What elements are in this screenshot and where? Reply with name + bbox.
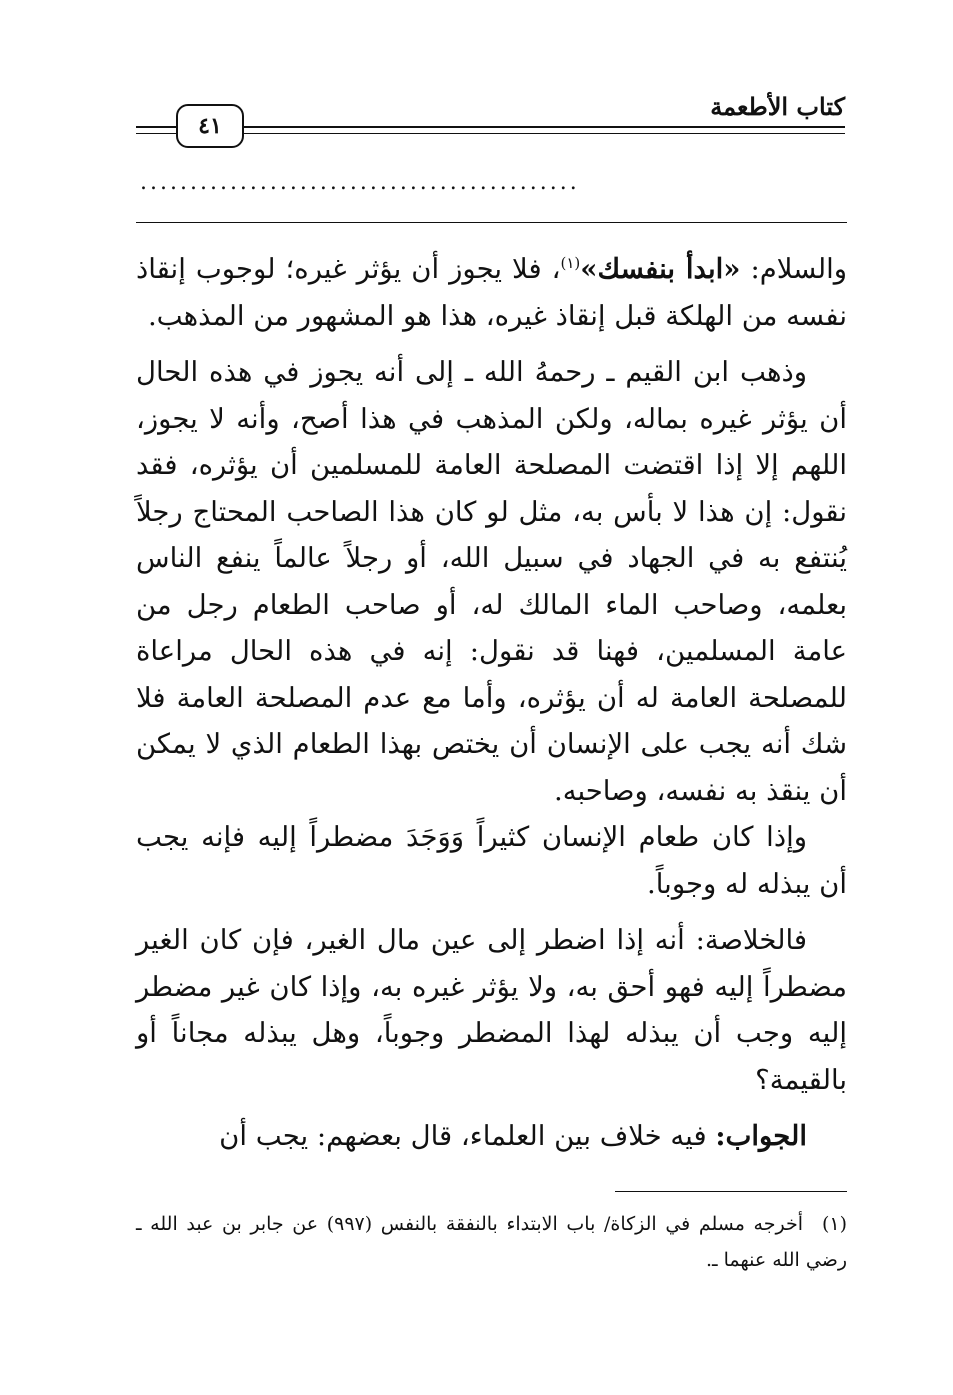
paragraph-1 (136, 246, 847, 339)
paragraph-5-text: فيه خلاف بين العلماء، قال بعضهم: يجب أن (219, 1120, 716, 1152)
paragraph-2 (136, 349, 847, 814)
footnote (136, 1206, 847, 1278)
hadith-quote: «ابدأ بنفسك» (580, 253, 741, 285)
footnote-text: أخرجه مسلم في الزكاة/ باب الابتداء بالنفقة بالنفس (٩٩٧) عن جابر بن عبد الله ـ رضي الله عنهما ـ. (136, 1213, 847, 1271)
page-number: ٤١ (176, 104, 244, 148)
paragraph-2-text: وذهب ابن القيم ـ رحمهُ الله ـ إلى أنه يجوز في هذه الحال أن يؤثر غيره بماله، ولكن المذهب في هذا أصح، وأنه لا يجوز، اللهم إلا إذا اقتضت المصلحة العامة للمسلمين أن يؤثره، فقد نقول: إن هذا لا بأس به، مثل لو كان هذا الصاحب المحتاج رجلاً يُنتفع به في الجهاد في سبيل الله، أو رجلاً عالماً ينفع الناس بعلمه، وصاحب الماء المالك له، أو صاحب الطعام رجل من عامة المسلمين، فهنا قد نقول: إنه في هذه الحال مراعاة للمصلحة العامة له أن يؤثره، وأما مع عدم المصلحة العامة فلا شك أنه يجب على الإنسان أن يختص بهذا الطعام الذي لا يمكن أن ينقذ به نفسه، وصاحبه. (136, 356, 847, 807)
header-rule (242, 126, 845, 138)
book-title: كتاب الأطعمة (710, 92, 845, 121)
paragraph-5 (136, 1113, 847, 1160)
top-divider (136, 222, 847, 223)
header-rule-left (136, 126, 176, 138)
paragraph-4-text: فالخلاصة: أنه إذا اضطر إلى عين مال الغير، فإن كان الغير مضطراً إليه فهو أحق به، ولا يؤثر غيره به، وإذا كان غير مضطر إليه وجب أن يبذله لهذا المضطر وجوباً، وهل يبذله مجاناً أو بالقيمة؟ (136, 924, 847, 1096)
paragraph-3 (136, 814, 847, 907)
dotted-line: ............................................ (140, 170, 580, 195)
paragraph-4 (136, 917, 847, 1103)
paragraph-1-after: ، فلا يجوز أن يؤثر غيره؛ لوجوب إنقاذ نفسه من الهلكة قبل إنقاذ غيره، هذا هو المشهور من المذهب. (136, 253, 847, 332)
paragraph-1-before: والسلام: (740, 253, 847, 285)
main-text (136, 246, 847, 1160)
footnote-ref: (١) (560, 253, 581, 272)
footnote-divider (615, 1191, 847, 1192)
footnote-number: (١) (821, 1213, 847, 1235)
paragraph-3-text: وإذا كان طعام الإنسان كثيراً وَوَجَدَ مضطراً إليه فإنه يجب أن يبذله له وجوباً. (136, 821, 847, 900)
answer-lead: الجواب: (715, 1120, 807, 1152)
